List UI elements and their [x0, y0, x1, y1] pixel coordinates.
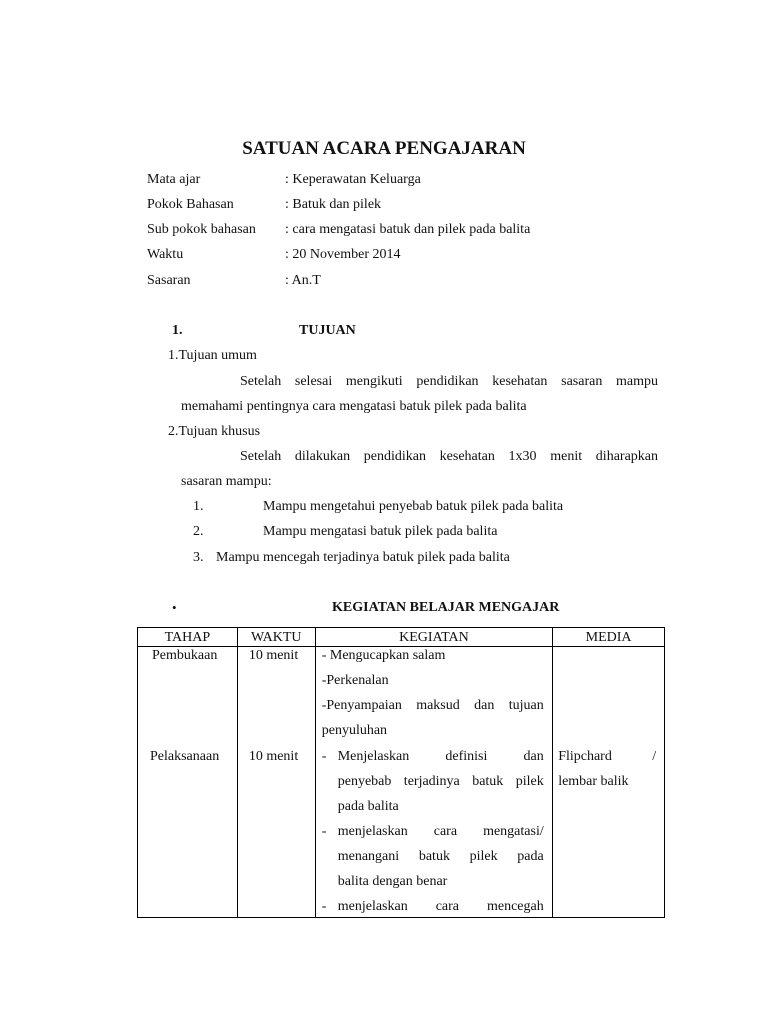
- list-item: Mampu mengetahui penyebab batuk pilek pada balita: [263, 499, 564, 514]
- kegiatan-dengan-benar: balita dengan benar: [337, 874, 448, 889]
- kegiatan-cara-mengatasi: menjelaskan cara mengatasi/: [337, 824, 544, 839]
- tahap-cell: [138, 647, 238, 918]
- kegiatan-cara-mencegah: menjelaskan cara mencegah: [337, 899, 544, 914]
- list-dash: -: [321, 749, 327, 764]
- bullet: •: [172, 600, 177, 615]
- kegiatan-salam: - Mengucapkan salam: [321, 648, 446, 663]
- info-value-sub-pokok: : cara mengatasi batuk dan pilek pada balita: [285, 222, 531, 237]
- info-label-sasaran: Sasaran: [147, 273, 191, 288]
- info-value-pokok-bahasan: : Batuk dan pilek: [285, 197, 382, 212]
- list-item: Mampu mengatasi batuk pilek pada balita: [263, 524, 498, 539]
- info-label-sub-pokok: Sub pokok bahasan: [147, 222, 256, 237]
- kegiatan-pada-balita: pada balita: [337, 799, 399, 814]
- kegiatan-cell: [315, 647, 552, 918]
- tahap-pelaksanaan: Pelaksanaan: [150, 749, 220, 764]
- tujuan-khusus-label: 2.Tujuan khusus: [168, 424, 261, 439]
- media-flipchard: Flipchard /: [558, 749, 657, 764]
- kegiatan-penyampaian: -Penyampaian maksud dan tujuan: [321, 698, 544, 713]
- table-header-row: [138, 628, 665, 647]
- kbm-table: [137, 627, 665, 918]
- tujuan-umum-line2: memahami pentingnya cara mengatasi batuk pilek pada balita: [181, 399, 527, 414]
- media-cell: [553, 647, 665, 918]
- tujuan-umum-line1: Setelah selesai mengikuti pendidikan kesehatan sasaran mampu: [240, 374, 658, 389]
- kegiatan-menjelaskan-definisi: Menjelaskan definisi dan: [337, 749, 544, 764]
- section-heading-tujuan: TUJUAN: [299, 323, 356, 338]
- tujuan-umum-label: 1.Tujuan umum: [168, 348, 257, 363]
- media-lembar-balik: lembar balik: [558, 774, 629, 789]
- list-item-number: 3.: [193, 550, 204, 565]
- kegiatan-penyuluhan: penyuluhan: [321, 723, 388, 738]
- kegiatan-menangani: menangani batuk pilek pada: [337, 849, 544, 864]
- column-header-kegiatan: KEGIATAN: [315, 628, 552, 647]
- section-heading-kbm: KEGIATAN BELAJAR MENGAJAR: [332, 600, 560, 615]
- kegiatan-perkenalan: -Perkenalan: [321, 673, 389, 688]
- column-header-tahap: TAHAP: [138, 628, 238, 647]
- info-value-waktu: : 20 November 2014: [285, 247, 401, 262]
- kegiatan-penyebab: penyebab terjadinya batuk pilek: [337, 774, 544, 789]
- waktu-pelaksanaan: 10 menit: [248, 749, 299, 764]
- info-label-waktu: Waktu: [147, 247, 184, 262]
- table-row: [138, 647, 665, 918]
- tujuan-khusus-line2: sasaran mampu:: [181, 474, 272, 489]
- list-item-number: 2.: [193, 524, 204, 539]
- section-number: 1.: [172, 323, 183, 338]
- list-item: Mampu mencegah terjadinya batuk pilek pada balita: [216, 550, 510, 565]
- info-value-mata-ajar: : Keperawatan Keluarga: [285, 172, 421, 187]
- list-dash: -: [321, 824, 327, 839]
- page-title: SATUAN ACARA PENGAJARAN: [242, 138, 526, 159]
- waktu-cell: [237, 647, 315, 918]
- column-header-media: MEDIA: [553, 628, 665, 647]
- info-value-sasaran: : An.T: [285, 273, 321, 288]
- list-dash: -: [321, 899, 327, 914]
- waktu-pembukaan: 10 menit: [248, 648, 299, 663]
- column-header-waktu: WAKTU: [237, 628, 315, 647]
- info-label-pokok-bahasan: Pokok Bahasan: [147, 197, 234, 212]
- tujuan-khusus-line1: Setelah dilakukan pendidikan kesehatan 1x30 menit diharapkan: [240, 449, 658, 464]
- info-label-mata-ajar: Mata ajar: [147, 172, 201, 187]
- tahap-pembukaan: Pembukaan: [152, 648, 218, 663]
- list-item-number: 1.: [193, 499, 204, 514]
